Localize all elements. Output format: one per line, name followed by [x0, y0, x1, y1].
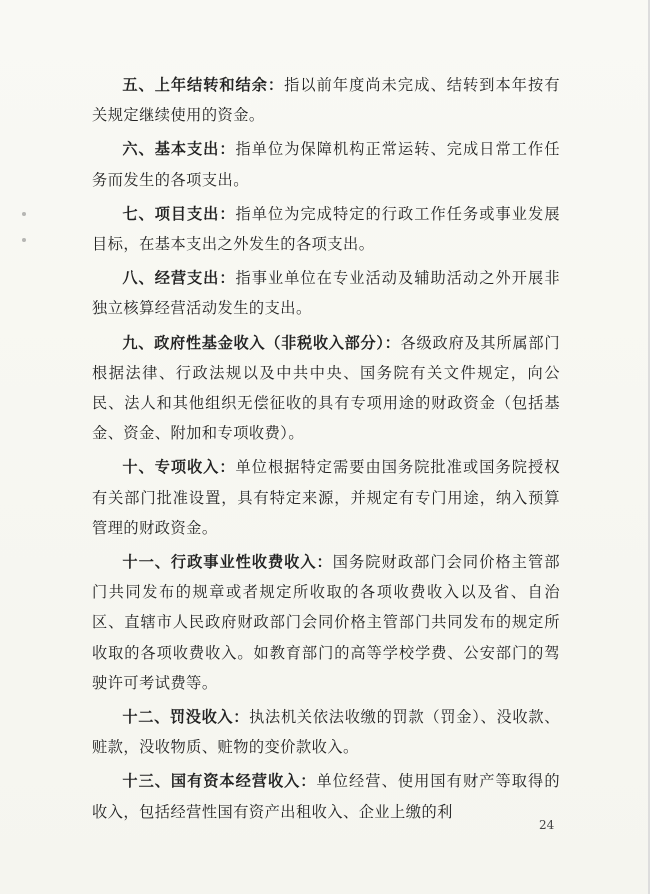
- paragraph-text: 执法机关依法收缴的罚款（罚金）、没收款、赃款，没收物质、赃物的变价款收入。: [92, 708, 560, 757]
- paragraph-heading: 九、政府性基金收入（非税收入部分）：: [122, 333, 401, 352]
- paragraph-text: 指单位为保障机构正常运转、完成日常工作任务而发生的各项支出。: [92, 140, 561, 189]
- paragraph: [92, 134, 560, 194]
- paragraph-heading: 六、基本支出：: [122, 140, 236, 159]
- paragraph-heading: 十二、罚没收入：: [122, 708, 250, 727]
- paragraph-heading: 十一、行政事业性收费收入：: [122, 553, 333, 572]
- paragraph-text: 指事业单位在专业活动及辅助活动之外开展非独立核算经营活动发生的支出。: [92, 269, 561, 318]
- paragraph-heading: 七、项目支出：: [122, 204, 236, 223]
- paragraph: [92, 70, 560, 130]
- paragraph-heading: 十、专项收入：: [122, 458, 236, 477]
- paragraph: [92, 766, 560, 826]
- paragraph: [92, 199, 560, 259]
- paragraph: [92, 702, 560, 762]
- paragraph-text: 单位经营、使用国有财产等取得的收入，包括经营性国有资产出租收入、企业上缴的利: [92, 772, 560, 821]
- page-number: 24: [539, 818, 555, 832]
- paragraph-text: 指以前年度尚未完成、结转到本年按有关规定继续使用的资金。: [92, 76, 561, 125]
- paragraph-heading: 十三、国有资本经营收入：: [122, 772, 317, 791]
- document-body: [92, 70, 560, 831]
- paragraph-heading: 五、上年结转和结余：: [122, 76, 285, 94]
- paragraph-text: 单位根据特定需要由国务院批准或国务院授权有关部门批准设置，具有特定来源，并规定有专门用途，纳入预算管理的财政资金。: [92, 458, 561, 537]
- paragraph-text: 指单位为完成特定的行政工作任务或事业发展目标，在基本支出之外发生的各项支出。: [92, 204, 561, 254]
- paragraph-heading: 八、经营支出：: [122, 269, 236, 288]
- punch-hole-mark: [22, 238, 26, 242]
- punch-hole-mark: [22, 212, 26, 216]
- paragraph-text: 国务院财政部门会同价格主管部门共同发布的规章或者规定所收取的各项收费收入以及省、自治区、直辖市人民政府财政部门会同价格主管部门共同发布的规定所收取的各项收费收入。如教育部门的高等学校学费、公安部门的驾驶许可考试费等。: [92, 553, 561, 692]
- paragraph: [92, 547, 560, 698]
- paragraph: [92, 328, 560, 449]
- paragraph: [92, 452, 560, 543]
- paragraph-text: 各级政府及其所属部门根据法律、行政法规以及中共中央、国务院有关文件规定，向公民、法人和其他组织无偿征收的具有专项用途的财政资金（包括基金、资金、附加和专项收费）。: [92, 333, 561, 443]
- paragraph: [92, 263, 560, 323]
